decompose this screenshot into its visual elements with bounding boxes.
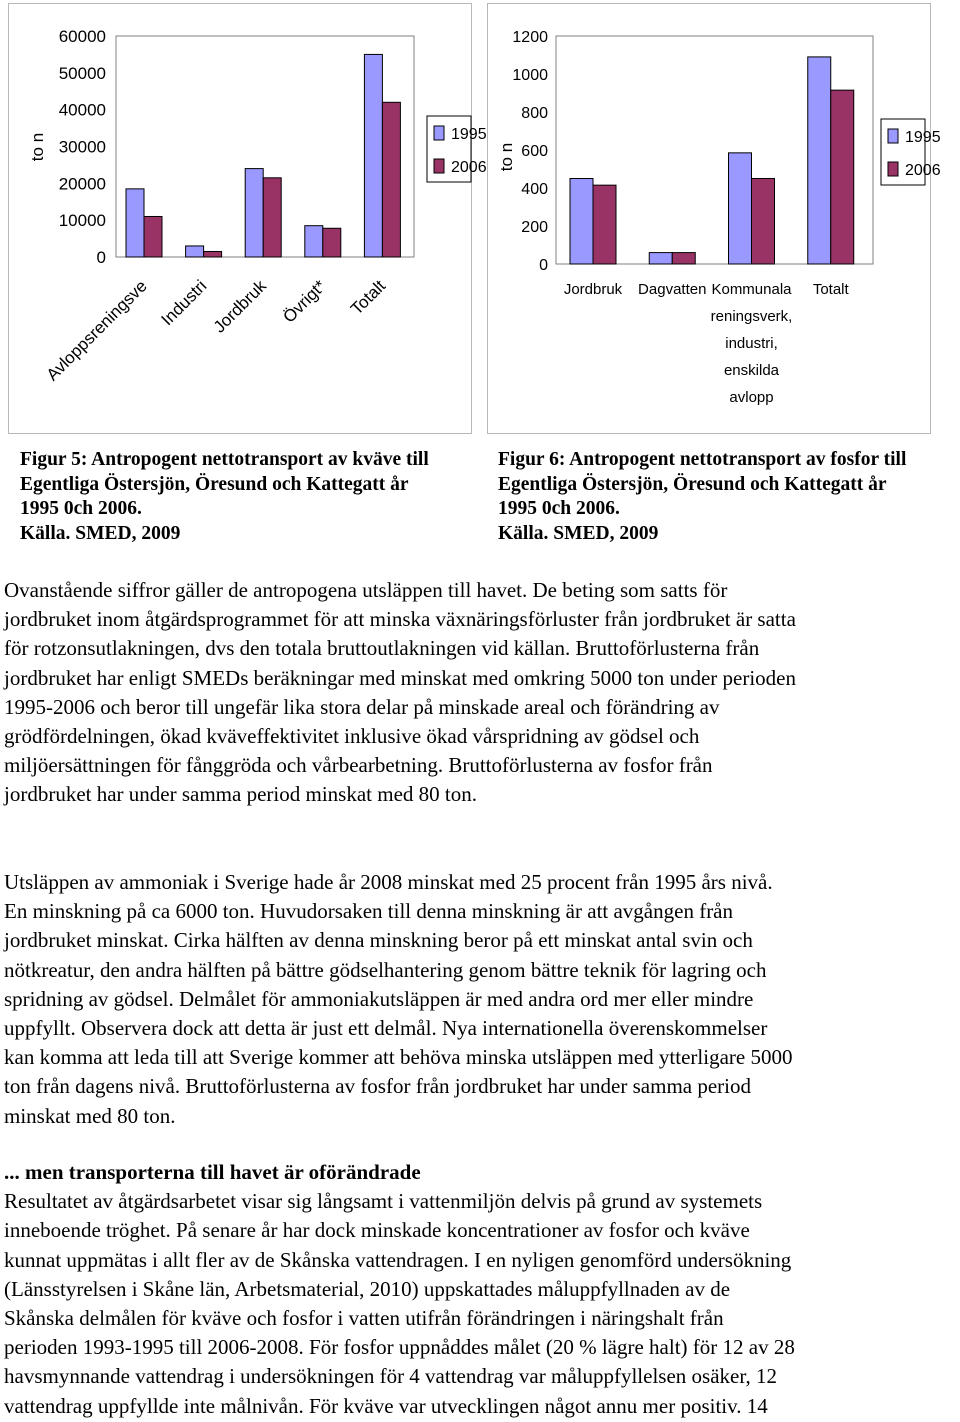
bar-2006-4 (323, 228, 341, 257)
y-tick-label: 200 (521, 219, 548, 236)
figure6-caption-line: Egentliga Östersjön, Öresund och Kattegatt år (498, 473, 887, 495)
text-line: (Länsstyrelsen i Skåne län, Arbetsmaterial, 2010) uppskattades måluppfyllnaden av de (4, 1276, 731, 1301)
figure5-caption-line: Figur 5: Antropogent nettotransport av kväve till (20, 449, 429, 470)
figure5-caption-line: Källa. SMED, 2009 (20, 522, 181, 544)
bar-1995-1 (570, 179, 593, 265)
bar-2006-2 (204, 251, 222, 257)
text-line: perioden 1993-1995 till 2006-2008. För fosfor uppnåddes målet (20 % lägre halt) för 12 av 28 (4, 1335, 795, 1360)
y-tick-label: 30000 (58, 137, 106, 157)
bar-2006-2 (672, 253, 695, 264)
y-tick-label: 20000 (58, 174, 106, 194)
text-line: Skånska delmålen för kväve och fosfor i vatten utifrån förändringen i näringshalt från (4, 1306, 724, 1331)
bar-2006-3 (752, 179, 775, 265)
y-axis-label: to n (497, 142, 516, 172)
bar-1995-4 (305, 226, 323, 257)
bar-1995-5 (364, 54, 382, 257)
bar-2006-3 (263, 178, 281, 257)
y-axis-label: to n (28, 132, 47, 162)
y-tick-label: 0 (539, 257, 548, 274)
text-line: jordbruket minskat. Cirka hälften av denna minskning beror på ett minskat antal svin och (4, 928, 753, 953)
legend-label-1995: 1995 (451, 126, 487, 143)
x-category-label: Industri (157, 276, 211, 330)
y-tick-label: 1200 (512, 29, 548, 46)
text-line: Ovanstående siffror gäller de antropogena utsläppen till havet. De beting som satts för (4, 578, 728, 602)
x-category-label: industri, (725, 335, 778, 352)
paragraph-ammonia (4, 868, 960, 1131)
legend-label-1995: 1995 (905, 129, 941, 146)
y-tick-label: 60000 (58, 27, 106, 46)
text-line: minskat med 80 ton. (4, 1103, 176, 1128)
legend-swatch-2006 (888, 162, 898, 176)
text-line: inneboende tröghet. På senare år har dock minskade koncentrationer av fosfor och kväve (4, 1218, 750, 1243)
x-category-label: Avloppsreningsve (42, 276, 151, 385)
text-line: för rotzonsutlakningen, dvs den totala bruttoutlakningen vid källan. Bruttoförlusterna från (4, 636, 760, 661)
x-category-label: Övrigt* (279, 276, 330, 327)
x-category-label: Totalt (812, 281, 849, 298)
text-line: jordbruket har under samma period minskat med 80 ton. (4, 782, 477, 807)
bar-2006-4 (831, 90, 854, 264)
bar-1995-2 (186, 246, 204, 257)
x-category-label: avlopp (729, 389, 774, 406)
figure5-caption (20, 448, 470, 546)
legend-swatch-1995 (888, 129, 898, 143)
y-tick-label: 10000 (58, 211, 106, 231)
text-line: En minskning på ca 6000 ton. Huvudorsaken till denna minskning är att avgången från (4, 899, 734, 924)
y-tick-label: 600 (521, 143, 548, 160)
x-category-label: Jordbruk (209, 276, 271, 337)
text-line: miljöersättningen för fånggröda och vårbearbetning. Bruttoförlusterna av fosfor från (4, 753, 713, 778)
phosphorus-chart-svg (488, 4, 941, 433)
text-line: uppfyllt. Observera dock att detta är just ett delmål. Nya internationella överenskommelser (4, 1016, 768, 1041)
legend-swatch-2006 (434, 159, 444, 173)
text-line: kan komma att leda till att Sverige kommer att behöva minska utsläppen med ytterligare 5000 (4, 1045, 793, 1070)
y-tick-label: 40000 (58, 100, 106, 120)
bar-1995-3 (245, 169, 263, 257)
nitrogen-chart-svg (9, 4, 487, 433)
text-line: vattendrag uppfyllde inte målnivån. För kväve var utvecklingen något annu mer positiv. 14 (4, 1393, 768, 1418)
figure5-caption-line: 1995 0ch 2006. (20, 498, 142, 519)
bar-2006-5 (382, 102, 400, 257)
bar-2006-1 (593, 185, 616, 264)
x-category-label: Kommunala (711, 281, 792, 298)
y-tick-label: 50000 (58, 63, 106, 83)
nitrogen-chart (8, 3, 487, 434)
text-line: 1995-2006 och beror till ungefär lika stora delar på minskade areal och förändring av (4, 694, 720, 719)
text-line: spridning av gödsel. Delmålet för ammoniakutsläppen är med andra ord mer eller mindre (4, 986, 754, 1011)
text-line: nötkreatur, den andra hälften på bättre gödselhantering genom bättre teknik för lagring och (4, 957, 767, 982)
legend-swatch-1995 (434, 126, 444, 140)
legend-label-2006: 2006 (451, 159, 487, 176)
x-category-label: Jordbruk (563, 281, 623, 298)
section-transports (4, 1158, 960, 1421)
text-line: ton från dagens nivå. Bruttoförlusterna av fosfor från jordbruket har under samma period (4, 1074, 752, 1099)
bar-1995-1 (126, 189, 144, 257)
x-category-label: enskilda (723, 362, 780, 379)
paragraph-anthropogenic (4, 576, 960, 810)
bar-2006-1 (144, 216, 162, 257)
x-category-label: reningsverk, (710, 308, 793, 325)
text-line: kunnat uppmätas i allt fler av de Skånska vattendragen. I en nyligen genomförd undersökning (4, 1247, 792, 1272)
text-line: grödfördelningen, ökad kväveffektivitet inklusive ökad vårspridning av gödsel och (4, 724, 700, 749)
legend-label-2006: 2006 (905, 162, 941, 179)
y-tick-label: 400 (521, 181, 548, 198)
text-line: Resultatet av åtgärdsarbetet visar sig långsamt i vattenmiljön delvis på grund av systemets (4, 1189, 763, 1214)
x-category-label: Dagvatten (638, 281, 707, 298)
figure6-caption (498, 448, 948, 546)
figure5-caption-line: Egentliga Östersjön, Öresund och Kattegatt år (20, 473, 409, 495)
figure6-caption-line: Figur 6: Antropogent nettotransport av fosfor till (498, 449, 907, 470)
text-line: Utsläppen av ammoniak i Sverige hade år 2008 minskat med 25 procent från 1995 års nivå. (4, 870, 773, 894)
section-heading: ... men transporterna till havet är oförändrade (4, 1160, 421, 1184)
y-tick-label: 1000 (512, 67, 548, 84)
y-tick-label: 0 (96, 248, 106, 267)
figure6-caption-line: Källa. SMED, 2009 (498, 522, 659, 544)
bar-1995-3 (729, 153, 752, 264)
text-line: jordbruket inom åtgärdsprogrammet för att minska växnäringsförluster från jordbruket är satta (4, 607, 796, 632)
y-tick-label: 800 (521, 105, 548, 122)
x-category-label: Totalt (347, 276, 390, 319)
phosphorus-chart (487, 3, 941, 434)
text-line: jordbruket har enligt SMEDs beräkningar med minskat med omkring 5000 ton under perioden (4, 665, 797, 690)
bar-1995-2 (649, 253, 672, 264)
bar-1995-4 (808, 57, 831, 264)
figure6-caption-line: 1995 0ch 2006. (498, 498, 620, 519)
text-line: havsmynnande vattendrag i undersökningen för 4 vattendrag var måluppfyllelsen osäker, 12 (4, 1364, 778, 1389)
